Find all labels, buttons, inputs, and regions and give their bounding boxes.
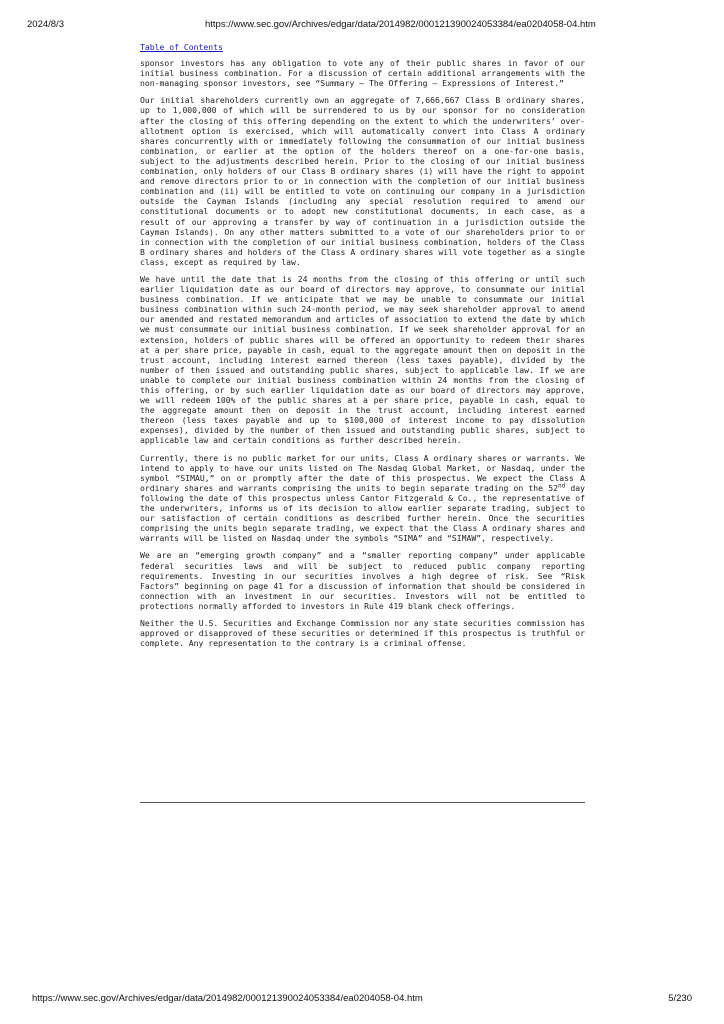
ordinal-superscript: nd	[557, 482, 566, 490]
paragraph-class-b-shares: Our initial shareholders currently own an aggregate of 7,666,667 Class B ordinary shares, up to 1,000,000 of which will be surrendered to us by our sponsor for no consideration after the closing of this offering depending on the extent to which the underwriters’ over-allotment option is exercised, which will automatically convert into Class A ordinary shares concurrently with or immediately following the consummation of our initial business combination, or earlier at the option of the holders thereof on a one-for-one basis, subject to the adjustments described herein. Prior to the closing of our initial business combination, only holders of our Class B ordinary shares (i) will have the right to appoint and remove directors prior to or in connection with the completion of our initial business combination and (ii) will be entitled to vote on continuing our company in a jurisdiction outside the Cayman Islands (including any special resolution required to amend our constitutional documents or to adopt new constitutional documents, in each case, as a result of our approving a transfer by way of continuation in a jurisdiction outside the Cayman Islands). On any other matters submitted to a vote of our shareholders prior to or in connection with the completion of our initial business combination, holders of the Class B ordinary shares and holders of the Class A ordinary shares will vote together as a single class, except as required by law.	[140, 95, 585, 267]
table-of-contents-link[interactable]: Table of Contents	[140, 42, 223, 52]
print-url: https://www.sec.gov/Archives/edgar/data/2014982/000121390024053384/ea0204058-04.htm	[205, 19, 596, 30]
paragraph-sponsor-investors: sponsor investors has any obligation to vote any of their public shares in favor of our initial business combination. For a discussion of certain additional arrangements with the non-managing sponsor investors, see “Summary — The Offering — Expressions of Interest.”	[140, 58, 585, 89]
paragraph-sec-disclaimer: Neither the U.S. Securities and Exchange Commission nor any state securities commission has approved or disapproved of these securities or determined if this prospectus is truthful or complete. Any representation to the contrary is a criminal offense.	[140, 617, 585, 649]
paragraph-emerging-growth: We are an “emerging growth company” and a “smaller reporting company” under applicable federal securities laws and will be subject to reduced public company reporting requirements. Investing in our securities involves a high degree of risk. See “Risk Factors” beginning on page 41 for a discussion of information that should be considered in connection with an investment in our securities. Investors will not be entitled to protections normally afforded to investors in Rule 419 blank check offerings.	[140, 550, 585, 611]
footer-url: https://www.sec.gov/Archives/edgar/data/2014982/000121390024053384/ea0204058-04.htm	[32, 993, 423, 1004]
listing-text-part-1: Currently, there is no public market for our units, Class A ordinary shares or warrants. We intend to apply to have our units listed on The Nasdaq Global Market, or Nasdaq, under the symbol “SIMAU,” on or promptly after the date of this prospectus. We expect the Class A ordinary shares and warrants comprising the units to begin separate trading on the 52	[140, 452, 585, 493]
paragraph-nasdaq-listing	[140, 453, 585, 544]
document-body	[140, 42, 585, 655]
paragraph-24-month-deadline: We have until the date that is 24 months from the closing of this offering or until such earlier liquidation date as our board of directors may approve, to consummate our initial business combination. If we anticipate that we may be unable to consummate our initial business combination within such 24-month period, we may seek shareholder approval to amend our amended and restated memorandum and articles of association to extend the date by which we must consummate our initial business combination. If we seek shareholder approval for an extension, holders of public shares will be offered an opportunity to redeem their shares at a per share price, payable in cash, equal to the aggregate amount then on deposit in the trust account, including interest earned thereon (less taxes payable), divided by the number of then issued and outstanding public shares, subject to applicable law. If we are unable to complete our initial business combination within 24 months from the closing of this offering, or by such earlier liquidation date as our board of directors may approve, we will redeem 100% of the public shares at a per share price, payable in cash, equal to the aggregate amount then on deposit in the trust account, including interest earned thereon (less taxes payable and up to $100,000 of interest income to pay dissolution expenses), divided by the number of then issued and outstanding public shares, subject to applicable law and certain conditions as further described herein.	[140, 273, 585, 446]
listing-text-part-2: day following the date of this prospectus unless Cantor Fitzgerald & Co., the representative of the underwriters, informs us of its decision to allow earlier separate trading, subject to our satisfaction of certain conditions as described further herein. Once the securities comprising the units begin separate trading, we expect that the Class A ordinary shares and warrants will be listed on Nasdaq under the symbols “SIMA” and “SIMAW”, respectively.	[140, 482, 585, 544]
section-divider	[140, 802, 585, 803]
page-number: 5/230	[668, 993, 692, 1004]
print-date: 2024/8/3	[27, 19, 64, 30]
